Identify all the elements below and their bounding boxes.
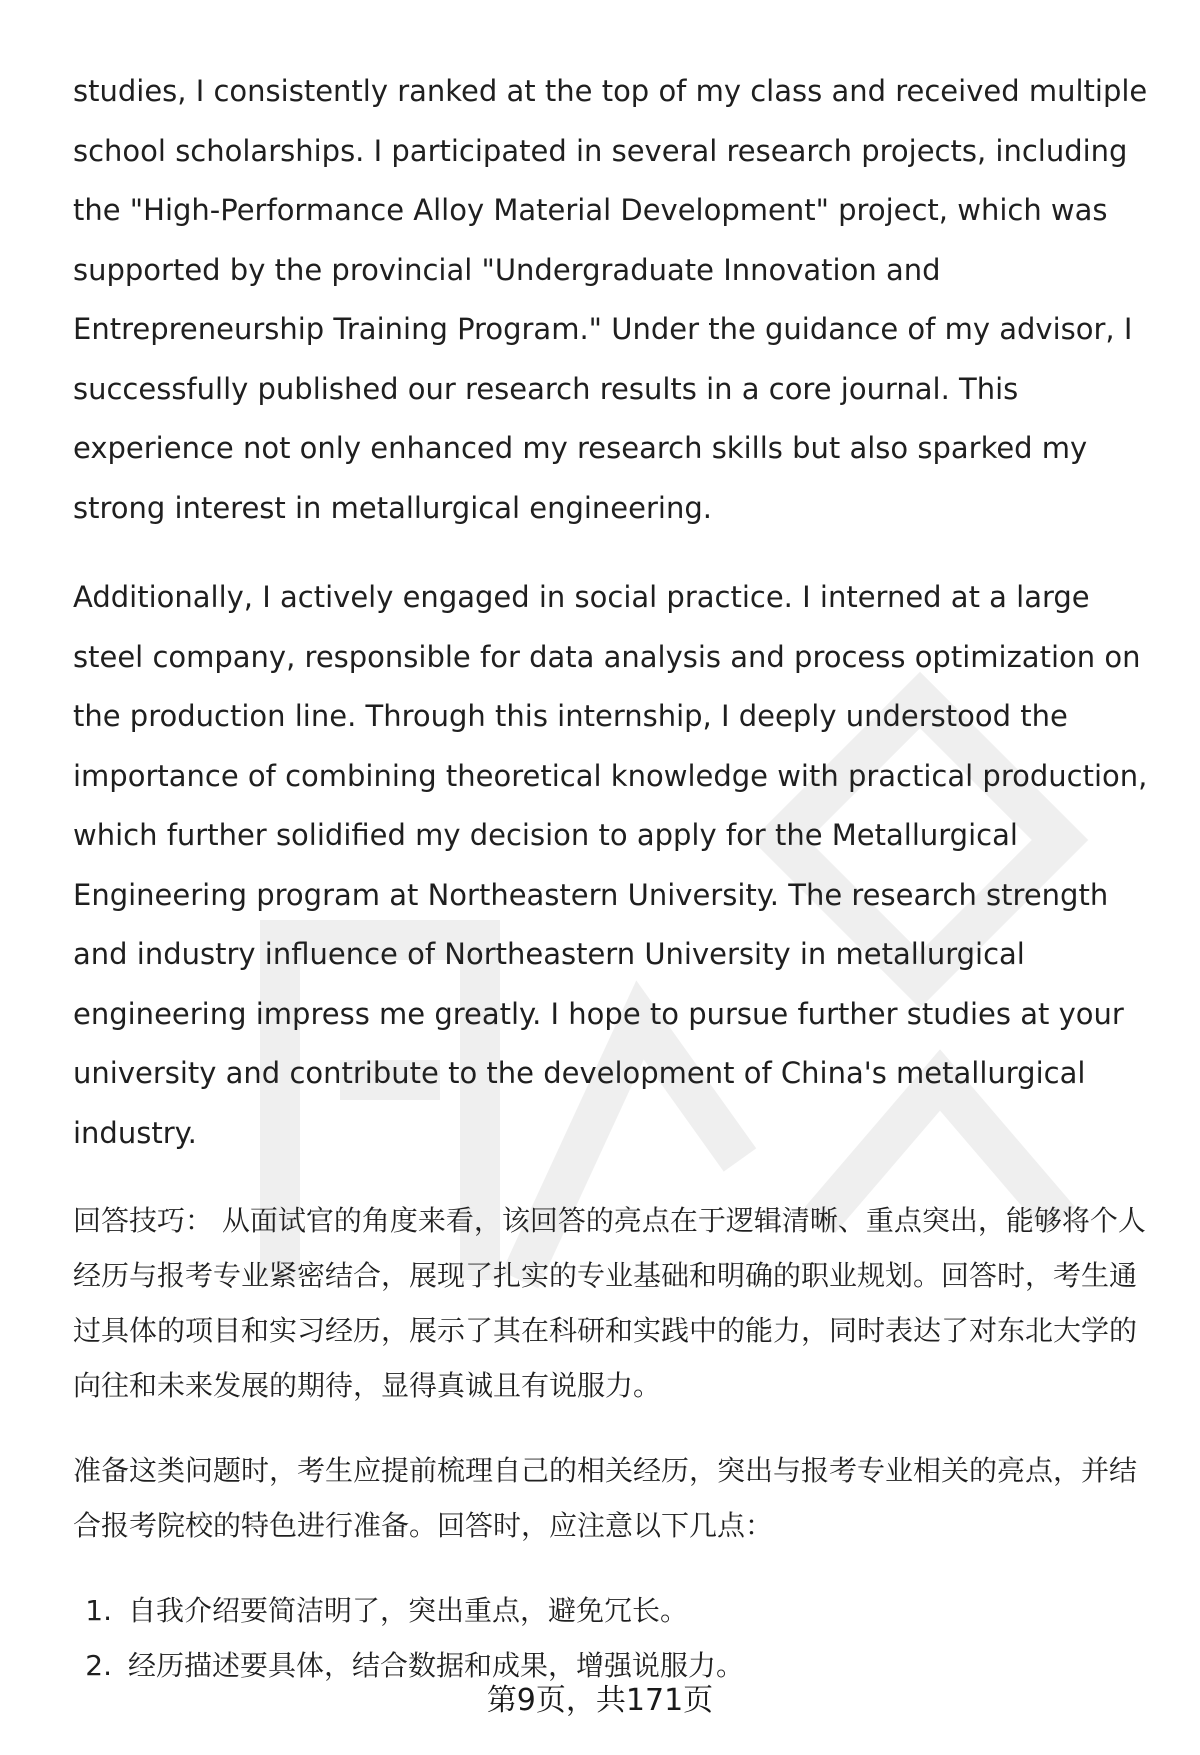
paragraph-preparation: 准备这类问题时，考生应提前梳理自己的相关经历，突出与报考专业相关的亮点，并结合报考院校的特色进行准备。回答时，应注意以下几点： bbox=[73, 1454, 1138, 1542]
list-item-number: 2. bbox=[85, 1649, 112, 1682]
list-item bbox=[73, 1583, 1163, 1638]
list-item-text: 自我介绍要简洁明了，突出重点，避免冗长。 bbox=[128, 1594, 689, 1627]
paragraph-answer-tips: 回答技巧： 从面试官的角度来看，该回答的亮点在于逻辑清晰、重点突出，能够将个人经历与报考专业紧密结合，展现了扎实的专业基础和明确的职业规划。回答时，考生通过具体的项目和实习经历，展示了其在科研和实践中的能力，同时表达了对东北大学的向往和未来发展的期待，显得真诚且有说服力。 bbox=[73, 1204, 1146, 1402]
list-item-number: 1. bbox=[85, 1594, 112, 1627]
paragraph-social-practice: Additionally, I actively engaged in social practice. I interned at a large steel company, responsible for data analysis and process optimization on the production line. Through this internship, I deeply understood the importance of combining theoretical knowledge with practical production, which further solidified my decision to apply for the Metallurgical Engineering program at Northeastern University. The research strength and industry influence of Northeastern University in metallurgical engineering impress me greatly. I hope to pursue further studies at your university and contribute to the development of China's metallurgical industry. bbox=[73, 580, 1148, 1150]
list-item-text: 经历描述要具体，结合数据和成果，增强说服力。 bbox=[128, 1649, 745, 1682]
document-page bbox=[73, 62, 1163, 1693]
paragraph-studies: studies, I consistently ranked at the top of my class and received multiple school scholarships. I participated in several research projects, including the "High-Performance Alloy Material Development" project, which was supported by the provincial "Undergraduate Innovation and Entrepreneurship Training Program." Under the guidance of my advisor, I successfully published our research results in a core journal. This experience not only enhanced my research skills but also sparked my strong interest in metallurgical engineering. bbox=[73, 74, 1148, 525]
page-number-footer: 第9页，共171页 bbox=[486, 1683, 714, 1718]
